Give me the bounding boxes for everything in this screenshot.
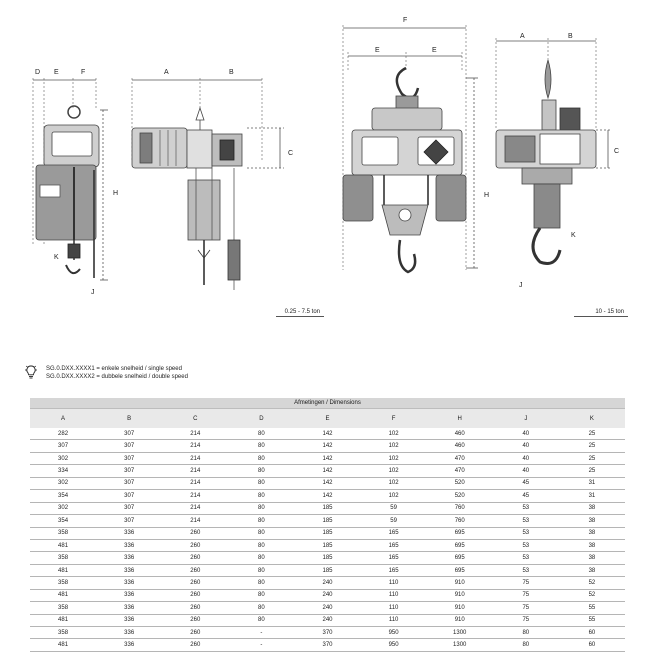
table-cell-k: 55	[559, 602, 625, 614]
table-cell-h: 695	[427, 527, 493, 539]
table-row	[30, 564, 625, 576]
table-cell-a: 282	[30, 428, 96, 440]
table-cell-c: 214	[162, 477, 228, 489]
table-cell-e: 370	[294, 627, 360, 639]
table-cell-b: 336	[96, 577, 162, 589]
table-cell-d: 80	[228, 602, 294, 614]
table-cell-b: 336	[96, 639, 162, 651]
table-cell-d: 80	[228, 465, 294, 477]
table-cell-f: 165	[361, 527, 427, 539]
table-cell-d: 80	[228, 564, 294, 576]
table-cell-h: 470	[427, 465, 493, 477]
table-cell-a: 358	[30, 527, 96, 539]
table-cell-c: 214	[162, 465, 228, 477]
table-cell-a: 481	[30, 614, 96, 626]
table-cell-a: 481	[30, 564, 96, 576]
table-cell-e: 185	[294, 552, 360, 564]
table-cell-d: 80	[228, 589, 294, 601]
column-header-e: E	[294, 409, 360, 429]
table-row	[30, 428, 625, 440]
table-cell-h: 520	[427, 490, 493, 502]
table-body	[30, 428, 625, 651]
table-cell-f: 59	[361, 502, 427, 514]
table-cell-f: 110	[361, 577, 427, 589]
table-cell-d: 80	[228, 490, 294, 502]
table-cell-k: 38	[559, 515, 625, 527]
table-cell-j: 75	[493, 614, 559, 626]
table-cell-k: 31	[559, 477, 625, 489]
table-cell-a: 354	[30, 515, 96, 527]
table-cell-j: 75	[493, 577, 559, 589]
table-cell-f: 165	[361, 539, 427, 551]
column-header-j: J	[493, 409, 559, 429]
table-cell-k: 38	[559, 539, 625, 551]
table-cell-f: 110	[361, 614, 427, 626]
table-cell-j: 80	[493, 627, 559, 639]
table-row	[30, 602, 625, 614]
table-cell-k: 38	[559, 502, 625, 514]
table-cell-b: 336	[96, 627, 162, 639]
table-cell-e: 185	[294, 515, 360, 527]
table-cell-f: 950	[361, 627, 427, 639]
table-cell-j: 40	[493, 452, 559, 464]
table-row	[30, 527, 625, 539]
table-cell-h: 695	[427, 539, 493, 551]
table-cell-a: 358	[30, 577, 96, 589]
column-header-k: K	[559, 409, 625, 429]
table-cell-e: 370	[294, 639, 360, 651]
legend-single-speed: SG.0.DXX.XXXX1 = enkele snelheid / single speed	[46, 366, 182, 372]
table-cell-b: 307	[96, 428, 162, 440]
table-row	[30, 490, 625, 502]
legend-double-speed: SG.0.DXX.XXXX2 = dubbele snelheid / double speed	[46, 374, 188, 380]
table-cell-c: 260	[162, 564, 228, 576]
table-cell-e: 185	[294, 502, 360, 514]
table-cell-c: 214	[162, 490, 228, 502]
table-cell-h: 1300	[427, 639, 493, 651]
table-cell-k: 60	[559, 627, 625, 639]
table-row	[30, 627, 625, 639]
dim-label-a-right: A	[520, 33, 525, 40]
table-cell-c: 260	[162, 527, 228, 539]
table-cell-c: 260	[162, 614, 228, 626]
dim-label-b-left: B	[229, 69, 234, 76]
table-cell-c: 214	[162, 440, 228, 452]
table-cell-f: 102	[361, 440, 427, 452]
capacity-range-large: 10 - 15 ton	[574, 309, 628, 317]
table-cell-k: 38	[559, 564, 625, 576]
column-header-h: H	[427, 409, 493, 429]
table-cell-k: 25	[559, 440, 625, 452]
table-cell-h: 910	[427, 614, 493, 626]
table-cell-a: 334	[30, 465, 96, 477]
table-row	[30, 589, 625, 601]
table-caption: Afmetingen / Dimensions	[30, 398, 625, 409]
table-cell-a: 358	[30, 552, 96, 564]
table-cell-h: 910	[427, 577, 493, 589]
table-cell-b: 307	[96, 490, 162, 502]
table-cell-k: 52	[559, 577, 625, 589]
dim-label-j-left: J	[91, 289, 95, 296]
table-cell-h: 470	[427, 452, 493, 464]
table-cell-c: 260	[162, 639, 228, 651]
lightbulb-icon	[24, 364, 38, 380]
table-cell-k: 25	[559, 428, 625, 440]
column-header-d: D	[228, 409, 294, 429]
dim-label-k-right: K	[571, 232, 576, 239]
table-cell-a: 354	[30, 490, 96, 502]
table-row	[30, 477, 625, 489]
table-cell-d: -	[228, 639, 294, 651]
column-header-c: C	[162, 409, 228, 429]
table-cell-a: 481	[30, 639, 96, 651]
table-cell-b: 336	[96, 527, 162, 539]
table-row	[30, 452, 625, 464]
table-cell-c: 260	[162, 552, 228, 564]
table-cell-d: 80	[228, 452, 294, 464]
table-cell-e: 185	[294, 527, 360, 539]
dim-label-c-right: C	[614, 148, 620, 155]
table-row	[30, 552, 625, 564]
capacity-range-small: 0.25 - 7.5 ton	[276, 309, 324, 317]
table-cell-a: 302	[30, 477, 96, 489]
table-cell-h: 460	[427, 428, 493, 440]
table-cell-a: 481	[30, 539, 96, 551]
table-cell-b: 307	[96, 465, 162, 477]
table-cell-b: 336	[96, 552, 162, 564]
front-view-drawing	[132, 78, 284, 290]
column-header-f: F	[361, 409, 427, 429]
table-cell-d: 80	[228, 527, 294, 539]
column-header-b: B	[96, 409, 162, 429]
table-cell-j: 40	[493, 465, 559, 477]
table-cell-f: 110	[361, 602, 427, 614]
dim-label-c-left: C	[288, 150, 294, 157]
dim-label-a-left: A	[164, 69, 169, 76]
table-cell-j: 53	[493, 564, 559, 576]
table-cell-k: 38	[559, 552, 625, 564]
table-cell-j: 45	[493, 490, 559, 502]
table-cell-d: 80	[228, 539, 294, 551]
table-cell-h: 695	[427, 552, 493, 564]
table-cell-c: 260	[162, 627, 228, 639]
table-cell-b: 307	[96, 502, 162, 514]
dim-label-f-right: F	[403, 17, 408, 24]
table-cell-k: 25	[559, 452, 625, 464]
table-cell-f: 165	[361, 552, 427, 564]
table-cell-k: 55	[559, 614, 625, 626]
table-cell-c: 260	[162, 539, 228, 551]
table-cell-k: 60	[559, 639, 625, 651]
table-cell-h: 760	[427, 515, 493, 527]
table-cell-k: 38	[559, 527, 625, 539]
table-cell-j: 40	[493, 440, 559, 452]
table-cell-b: 336	[96, 589, 162, 601]
table-cell-j: 53	[493, 502, 559, 514]
table-cell-f: 59	[361, 515, 427, 527]
dim-label-k-left: K	[54, 254, 59, 261]
table-cell-e: 142	[294, 490, 360, 502]
table-cell-a: 307	[30, 440, 96, 452]
table-cell-b: 336	[96, 602, 162, 614]
table-cell-k: 31	[559, 490, 625, 502]
table-row	[30, 440, 625, 452]
table-cell-e: 240	[294, 614, 360, 626]
table-cell-h: 1300	[427, 627, 493, 639]
dim-label-e: E	[54, 69, 59, 76]
table-cell-c: 260	[162, 602, 228, 614]
table-cell-h: 760	[427, 502, 493, 514]
table-cell-e: 185	[294, 564, 360, 576]
table-row	[30, 502, 625, 514]
dim-label-e2-right: E	[432, 47, 437, 54]
dimensions-table	[30, 398, 625, 652]
table-cell-j: 80	[493, 639, 559, 651]
table-cell-a: 302	[30, 502, 96, 514]
side-view-drawing	[33, 78, 108, 280]
dim-label-h-left: H	[113, 190, 119, 197]
table-cell-b: 307	[96, 452, 162, 464]
table-row	[30, 614, 625, 626]
table-header-row	[30, 409, 625, 429]
dim-label-d: D	[35, 69, 41, 76]
table-cell-d: 80	[228, 577, 294, 589]
dim-label-h-right: H	[484, 192, 490, 199]
table-cell-e: 142	[294, 452, 360, 464]
dim-label-e1-right: E	[375, 47, 380, 54]
dim-label-j-right: J	[519, 282, 523, 289]
table-cell-e: 142	[294, 440, 360, 452]
table-cell-h: 520	[427, 477, 493, 489]
table-cell-j: 53	[493, 539, 559, 551]
large-side-view-drawing	[496, 38, 612, 264]
table-cell-b: 336	[96, 539, 162, 551]
table-cell-d: -	[228, 627, 294, 639]
table-cell-d: 80	[228, 515, 294, 527]
table-cell-d: 80	[228, 552, 294, 564]
table-cell-d: 80	[228, 428, 294, 440]
table-cell-j: 45	[493, 477, 559, 489]
table-cell-e: 240	[294, 589, 360, 601]
table-cell-c: 260	[162, 577, 228, 589]
table-cell-h: 910	[427, 602, 493, 614]
table-cell-k: 52	[559, 589, 625, 601]
table-cell-a: 302	[30, 452, 96, 464]
table-cell-f: 102	[361, 428, 427, 440]
table-cell-h: 695	[427, 564, 493, 576]
table-cell-d: 80	[228, 440, 294, 452]
table-cell-e: 142	[294, 465, 360, 477]
table-cell-b: 307	[96, 515, 162, 527]
table-cell-k: 25	[559, 465, 625, 477]
table-cell-j: 40	[493, 428, 559, 440]
large-front-view-drawing	[343, 25, 478, 272]
table-cell-j: 75	[493, 589, 559, 601]
table-cell-e: 240	[294, 602, 360, 614]
table-row	[30, 515, 625, 527]
table-cell-b: 307	[96, 440, 162, 452]
table-cell-e: 185	[294, 539, 360, 551]
table-cell-d: 80	[228, 477, 294, 489]
table-cell-b: 307	[96, 477, 162, 489]
table-cell-e: 240	[294, 577, 360, 589]
table-cell-c: 214	[162, 452, 228, 464]
table-cell-d: 80	[228, 614, 294, 626]
table-cell-f: 102	[361, 452, 427, 464]
table-cell-h: 460	[427, 440, 493, 452]
table-cell-j: 53	[493, 515, 559, 527]
table-cell-j: 75	[493, 602, 559, 614]
table-cell-c: 214	[162, 428, 228, 440]
table-cell-f: 102	[361, 465, 427, 477]
table-cell-c: 214	[162, 502, 228, 514]
table-row	[30, 577, 625, 589]
table-cell-e: 142	[294, 477, 360, 489]
table-row	[30, 465, 625, 477]
table-cell-f: 110	[361, 589, 427, 601]
table-cell-b: 336	[96, 614, 162, 626]
dim-label-f: F	[81, 69, 86, 76]
table-cell-f: 165	[361, 564, 427, 576]
table-cell-b: 336	[96, 564, 162, 576]
table-cell-f: 950	[361, 639, 427, 651]
table-cell-j: 53	[493, 527, 559, 539]
table-row	[30, 539, 625, 551]
column-header-a: A	[30, 409, 96, 429]
table-cell-f: 102	[361, 490, 427, 502]
table-cell-c: 260	[162, 589, 228, 601]
table-cell-f: 102	[361, 477, 427, 489]
table-cell-j: 53	[493, 552, 559, 564]
table-cell-d: 80	[228, 502, 294, 514]
table-cell-c: 214	[162, 515, 228, 527]
table-cell-h: 910	[427, 589, 493, 601]
table-cell-a: 358	[30, 627, 96, 639]
table-cell-e: 142	[294, 428, 360, 440]
table-cell-a: 481	[30, 589, 96, 601]
table-cell-a: 358	[30, 602, 96, 614]
dim-label-b-right: B	[568, 33, 573, 40]
